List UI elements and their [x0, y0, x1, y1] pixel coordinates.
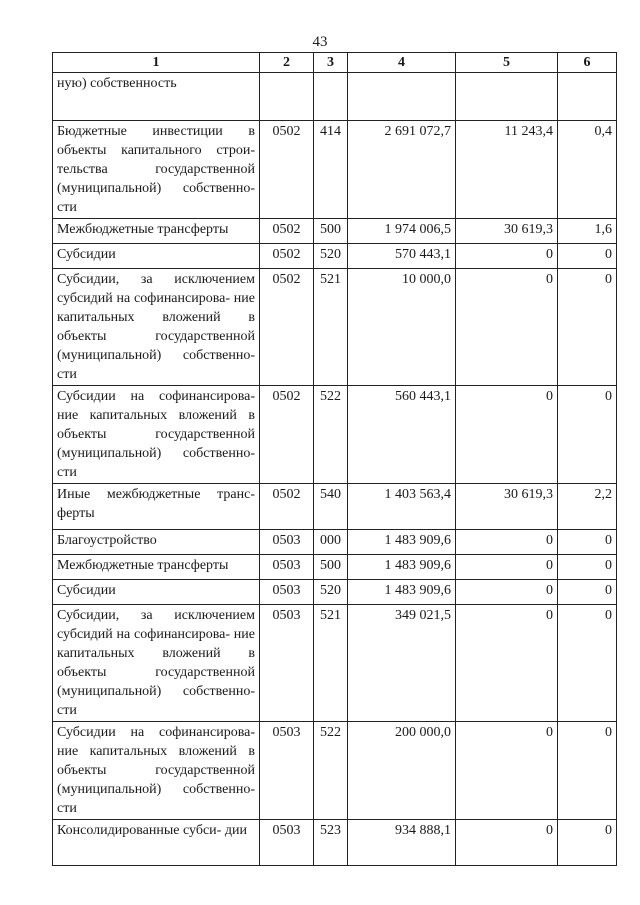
- execution-percent: 2,2: [558, 484, 617, 530]
- expense-type-code: [314, 73, 348, 121]
- budget-table: [52, 52, 617, 866]
- expense-type-code: 522: [314, 722, 348, 820]
- approved-amount: 1 403 563,4: [348, 484, 456, 530]
- section-code: 0503: [260, 580, 314, 605]
- executed-amount: 0: [456, 244, 558, 269]
- section-code: 0502: [260, 269, 314, 386]
- execution-percent: 0: [558, 386, 617, 484]
- execution-percent: 0: [558, 722, 617, 820]
- executed-amount: [456, 73, 558, 121]
- row-name: Субсидии: [53, 580, 260, 605]
- table-row: [53, 580, 617, 605]
- execution-percent: 0: [558, 580, 617, 605]
- table-row: [53, 484, 617, 530]
- row-name: Субсидии, за исключением субсидий на софинансирова- ние капитальных вложений в объекты государственной (муниципальной) собственно- сти: [53, 269, 260, 386]
- table-row: [53, 820, 617, 866]
- table-row: [53, 73, 617, 121]
- execution-percent: 0: [558, 555, 617, 580]
- section-code: 0502: [260, 484, 314, 530]
- expense-type-code: 414: [314, 121, 348, 219]
- section-code: 0502: [260, 244, 314, 269]
- execution-percent: 0: [558, 820, 617, 866]
- executed-amount: 0: [456, 820, 558, 866]
- table-row: [53, 555, 617, 580]
- execution-percent: [558, 73, 617, 121]
- row-name: ную) собственность: [53, 73, 260, 121]
- expense-type-code: 540: [314, 484, 348, 530]
- executed-amount: 0: [456, 605, 558, 722]
- column-header-4: 4: [348, 53, 456, 73]
- executed-amount: 11 243,4: [456, 121, 558, 219]
- executed-amount: 0: [456, 580, 558, 605]
- row-name: Субсидии, за исключением субсидий на софинансирова- ние капитальных вложений в объекты государственной (муниципальной) собственно- сти: [53, 605, 260, 722]
- approved-amount: 349 021,5: [348, 605, 456, 722]
- approved-amount: 1 483 909,6: [348, 580, 456, 605]
- approved-amount: 1 483 909,6: [348, 530, 456, 555]
- row-name: Межбюджетные трансферты: [53, 555, 260, 580]
- executed-amount: 0: [456, 269, 558, 386]
- section-code: 0503: [260, 530, 314, 555]
- approved-amount: 2 691 072,7: [348, 121, 456, 219]
- expense-type-code: 520: [314, 580, 348, 605]
- section-code: 0502: [260, 386, 314, 484]
- table-header-row: [53, 53, 617, 73]
- section-code: [260, 73, 314, 121]
- table-row: [53, 269, 617, 386]
- executed-amount: 0: [456, 386, 558, 484]
- table-row: [53, 722, 617, 820]
- row-name: Благоустройство: [53, 530, 260, 555]
- expense-type-code: 000: [314, 530, 348, 555]
- table-row: [53, 605, 617, 722]
- execution-percent: 0: [558, 530, 617, 555]
- section-code: 0502: [260, 219, 314, 244]
- execution-percent: 0: [558, 605, 617, 722]
- expense-type-code: 500: [314, 219, 348, 244]
- column-header-3: 3: [314, 53, 348, 73]
- approved-amount: 10 000,0: [348, 269, 456, 386]
- table-row: [53, 219, 617, 244]
- approved-amount: 200 000,0: [348, 722, 456, 820]
- approved-amount: 1 974 006,5: [348, 219, 456, 244]
- execution-percent: 0,4: [558, 121, 617, 219]
- section-code: 0503: [260, 820, 314, 866]
- section-code: 0503: [260, 605, 314, 722]
- expense-type-code: 523: [314, 820, 348, 866]
- row-name: Субсидии: [53, 244, 260, 269]
- table-row: [53, 530, 617, 555]
- execution-percent: 0: [558, 244, 617, 269]
- row-name: Иные межбюджетные транс- ферты: [53, 484, 260, 530]
- table-row: [53, 244, 617, 269]
- section-code: 0503: [260, 722, 314, 820]
- executed-amount: 30 619,3: [456, 219, 558, 244]
- row-name: Субсидии на софинансирова- ние капитальных вложений в объекты государственной (муниципальной) собственно- сти: [53, 722, 260, 820]
- approved-amount: 570 443,1: [348, 244, 456, 269]
- row-name: Межбюджетные трансферты: [53, 219, 260, 244]
- row-name: Субсидии на софинансирова- ние капитальных вложений в объекты государственной (муниципальной) собственно- сти: [53, 386, 260, 484]
- table-row: [53, 121, 617, 219]
- expense-type-code: 521: [314, 269, 348, 386]
- expense-type-code: 520: [314, 244, 348, 269]
- row-name: Бюджетные инвестиции в объекты капитального строи- тельства государственной (муниципальной) собственно- сти: [53, 121, 260, 219]
- expense-type-code: 522: [314, 386, 348, 484]
- section-code: 0503: [260, 555, 314, 580]
- table-body: [53, 73, 617, 866]
- row-name: Консолидированные субси- дии: [53, 820, 260, 866]
- column-header-5: 5: [456, 53, 558, 73]
- executed-amount: 30 619,3: [456, 484, 558, 530]
- column-header-2: 2: [260, 53, 314, 73]
- column-header-6: 6: [558, 53, 617, 73]
- expense-type-code: 521: [314, 605, 348, 722]
- table-row: [53, 386, 617, 484]
- execution-percent: 0: [558, 269, 617, 386]
- page-number: 43: [312, 34, 328, 50]
- expense-type-code: 500: [314, 555, 348, 580]
- approved-amount: [348, 73, 456, 121]
- executed-amount: 0: [456, 555, 558, 580]
- executed-amount: 0: [456, 722, 558, 820]
- executed-amount: 0: [456, 530, 558, 555]
- approved-amount: 560 443,1: [348, 386, 456, 484]
- column-header-1: 1: [53, 53, 260, 73]
- approved-amount: 1 483 909,6: [348, 555, 456, 580]
- execution-percent: 1,6: [558, 219, 617, 244]
- section-code: 0502: [260, 121, 314, 219]
- approved-amount: 934 888,1: [348, 820, 456, 866]
